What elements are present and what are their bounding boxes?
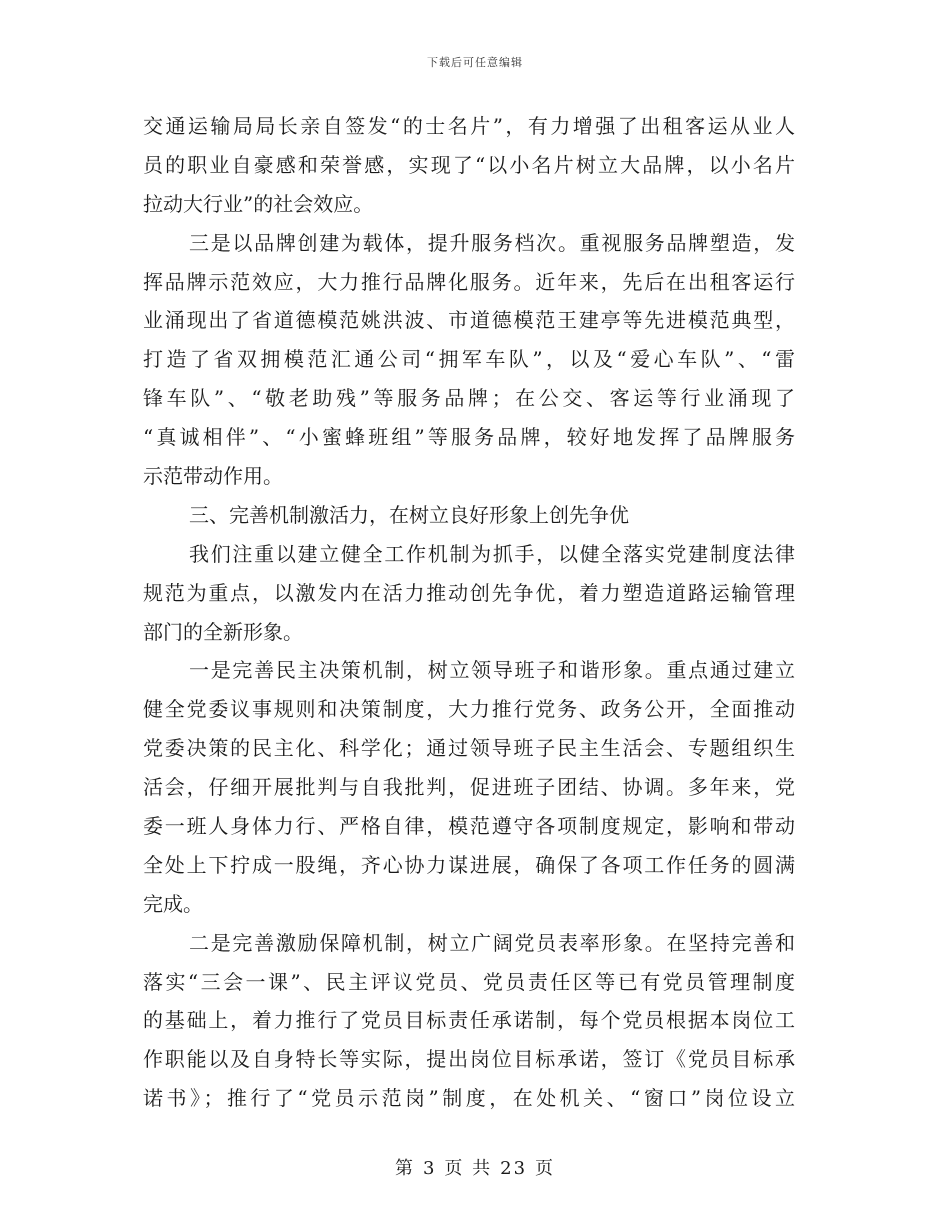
text-line: 二是完善激励保障机制，树立广阔党员表率形象。在坚持完善和 [189,930,795,955]
text-line: “真诚相伴”、“小蜜蜂班组”等服务品牌，较好地发挥了品牌服务 [143,425,795,450]
text-line: 三、完善机制激活力，在树立良好形象上创先争优 [189,502,629,527]
text-line: 部门的全新形象。 [143,619,303,644]
text-line: 完成。 [143,891,203,916]
text-line: 员的职业自豪感和荣誉感，实现了“以小名片树立大品牌，以小名片 [143,152,795,177]
text-line: 诺书》；推行了“党员示范岗”制度，在处机关、“窗口”岗位设立 [143,1086,795,1111]
text-line: 一是完善民主决策机制，树立领导班子和谐形象。重点通过建立 [189,658,795,683]
text-line: 三是以品牌创建为载体，提升服务档次。重视服务品牌塑造，发 [189,230,795,255]
text-line: 锋车队”、“敬老助残”等服务品牌；在公交、客运等行业涌现了 [143,386,795,411]
text-line: 党委决策的民主化、科学化；通过领导班子民主生活会、专题组织生 [143,736,795,761]
text-line: 活会，仔细开展批判与自我批判，促进班子团结、协调。多年来，党 [143,775,795,800]
footer-middle: 页 共 [444,1158,493,1179]
footer-total-pages: 23 [500,1158,528,1179]
page-footer [0,1154,950,1180]
text-line: 打造了省双拥模范汇通公司“拥军车队”，以及“爱心车队”、“雷 [143,347,795,372]
text-line: 拉动大行业”的社会效应。 [143,191,374,216]
text-line: 作职能以及自身特长等实际，提出岗位目标承诺，签订《党员目标承 [143,1047,795,1072]
text-line: 示范带动作用。 [143,464,283,489]
text-line: 的基础上，着力推行了党员目标责任承诺制，每个党员根据本岗位工 [143,1008,795,1033]
text-line: 规范为重点，以激发内在活力推动创先争优，着力塑造道路运输管理 [143,580,795,605]
text-line: 业涌现出了省道德模范姚洪波、市道德模范王建亭等先进模范典型， [143,308,795,333]
text-line: 委一班人身体力行、严格自律，模范遵守各项制度规定，影响和带动 [143,814,795,839]
footer-prefix: 第 [394,1158,415,1179]
footer-page-number: 3 [422,1158,437,1179]
text-line: 挥品牌示范效应，大力推行品牌化服务。近年来，先后在出租客运行 [143,269,795,294]
footer-suffix: 页 [535,1158,556,1179]
text-line: 落实“三会一课”、民主评议党员、党员责任区等已有党员管理制度 [143,969,795,994]
text-line: 健全党委议事规则和决策制度，大力推行党务、政务公开，全面推动 [143,697,795,722]
text-line: 全处上下拧成一股绳，齐心协力谋进展，确保了各项工作任务的圆满 [143,852,795,877]
text-line: 交通运输局局长亲自签发“的士名片”，有力增强了出租客运从业人 [143,114,795,138]
document-body [143,107,795,1118]
text-line: 我们注重以建立健全工作机制为抓手，以健全落实党建制度法律 [189,541,795,566]
page-header-note: 下载后可任意编辑 [427,56,523,69]
